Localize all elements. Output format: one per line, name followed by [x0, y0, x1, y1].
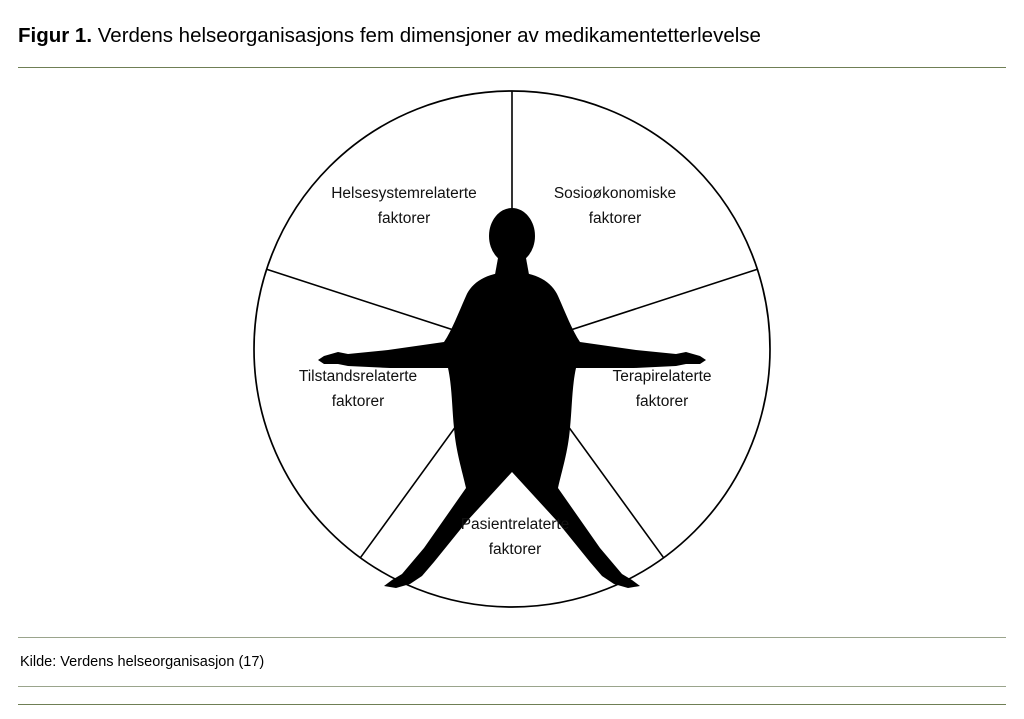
sector-label-health-system-line2: faktorer [377, 210, 431, 227]
sector-label-therapy-line1: Terapirelaterte [612, 368, 712, 385]
sector-label-socioeconomic-line1: Sosioøkonomiske [553, 185, 677, 202]
sector-label-patient-line1: Pasientrelaterte [460, 516, 570, 533]
sector-label-patient-line2: faktorer [488, 541, 542, 558]
diagram-area [0, 68, 1024, 633]
figure-caption [18, 22, 1008, 50]
figure-label: Figur 1. [18, 24, 93, 47]
sector-label-condition-line2: faktorer [331, 393, 385, 410]
figure-source: Kilde: Verdens helseorganisasjon (17) [20, 654, 265, 670]
sector-label-condition-line1: Tilstandsrelaterte [298, 368, 418, 385]
sector-label-socioeconomic-line2: faktorer [588, 210, 642, 227]
divider-bottom [18, 704, 1006, 705]
figure-title: Verdens helseorganisasjons fem dimensjoner av medikamentetterlevelse [97, 24, 761, 47]
divider-above-source [18, 637, 1006, 638]
sector-label-health-system-line1: Helsesystemrelaterte [331, 185, 477, 202]
sector-label-therapy-line2: faktorer [635, 393, 689, 410]
divider-below-source [18, 686, 1006, 687]
